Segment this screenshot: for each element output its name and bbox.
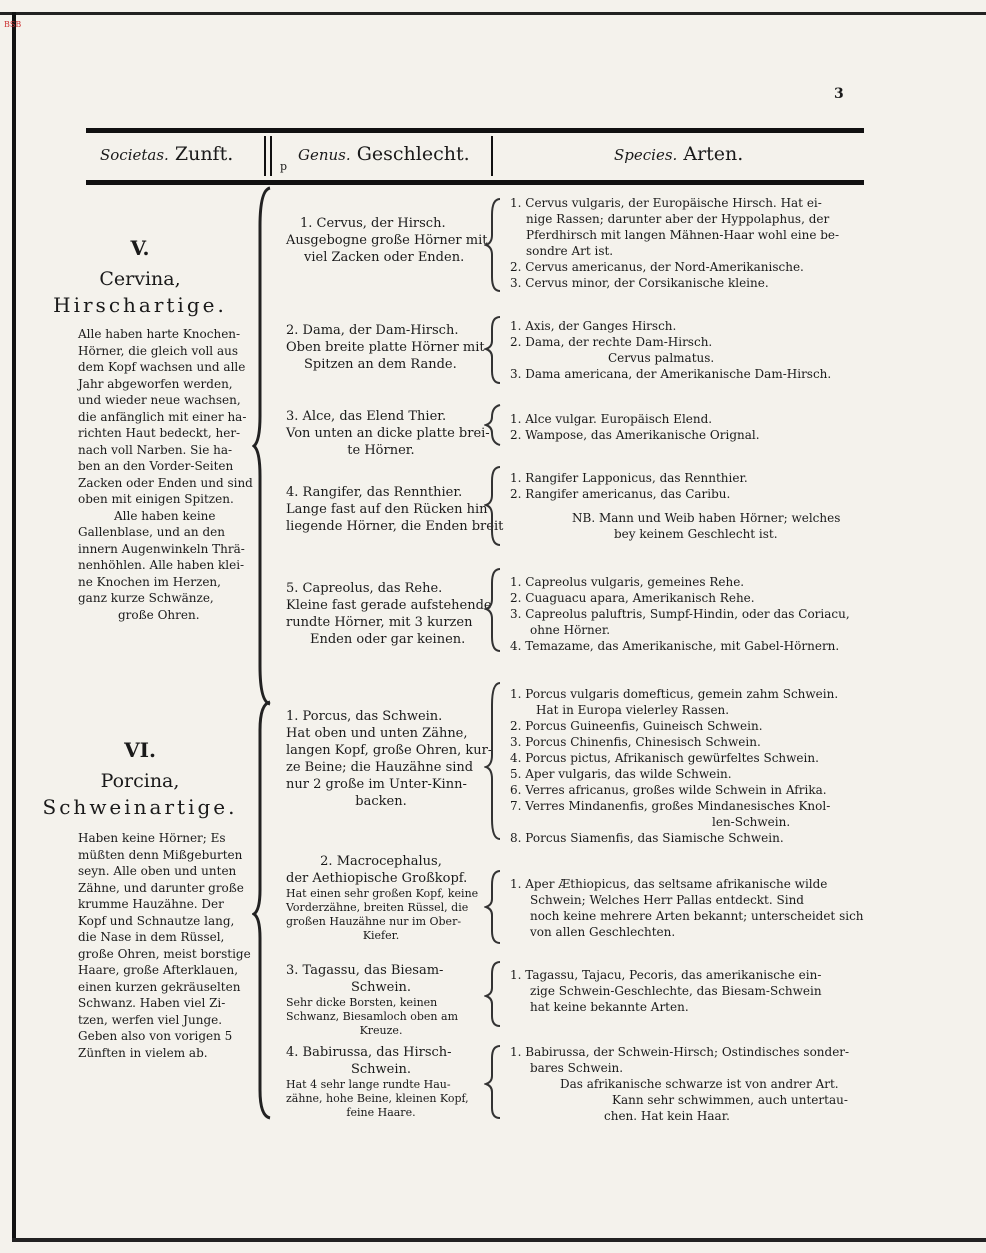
header-separator-2 (491, 136, 493, 176)
genus-line: Lange fast auf den Rücken hin (286, 502, 488, 517)
species-line: 1. Rangifer Lapponicus, das Rennthier. (510, 471, 748, 485)
desc-line: dem Kopf wachsen und alle (78, 360, 246, 374)
species-line: len-Schwein. (712, 815, 791, 829)
header-mark: p (280, 160, 288, 173)
genus-line: Schwanz, Biesamloch oben am (286, 1010, 458, 1023)
species-cervus (510, 195, 839, 291)
species-line: 1. Tagassu, Tajacu, Pecoris, das amerikanische ein- (510, 968, 822, 982)
species-line: Schwein; Welches Herr Pallas entdeckt. Sind (530, 893, 804, 907)
genus-line: rundte Hörner, mit 3 kurzen (286, 615, 473, 630)
desc-line: müßten denn Mißgeburten (78, 847, 243, 862)
section5-description (78, 326, 253, 623)
genus-title: Schwein. (350, 1062, 412, 1077)
genus-alce (286, 408, 490, 459)
species-line: 1. Porcus vulgaris domefticus, gemein zahm Schwein. (510, 687, 839, 701)
species-alce (510, 411, 760, 443)
species-line: 6. Verres africanus, großes wilde Schwein in Afrika. (510, 783, 827, 797)
desc-line: Hörner, die gleich voll aus (78, 343, 238, 358)
species-aper (510, 876, 864, 940)
genus-line: viel Zacken oder Enden. (304, 250, 465, 265)
desc-line: die anfänglich mit einer ha- (78, 409, 247, 424)
species-line: 7. Verres Mindanenfis, großes Mindanesisches Knol- (510, 799, 831, 813)
section6-number: VI. (124, 738, 156, 762)
species-line: Pferdhirsch mit langen Mähnen-Haar wohl eine be- (526, 228, 840, 242)
desc-line: Geben also von vorigen 5 (78, 1029, 233, 1043)
desc-line: Haben keine Hörner; Es (78, 831, 226, 845)
section6-description (78, 830, 251, 1061)
genus-title: 5. Capreolus, das Rehe. (286, 581, 443, 596)
genus-line: langen Kopf, große Ohren, kur- (286, 743, 493, 758)
species-line: 1. Aper Æthiopicus, das seltsame afrikanische wilde (510, 877, 828, 891)
species-line: bares Schwein. (530, 1061, 624, 1075)
genus-line: Hat oben und unten Zähne, (286, 726, 468, 741)
section6-brace (252, 700, 276, 1120)
header-separator-1b (270, 136, 272, 176)
genus-line: backen. (355, 794, 407, 809)
genus-dama (286, 322, 485, 373)
genus-title: 3. Alce, das Elend Thier. (286, 409, 447, 424)
species-line: 1. Axis, der Ganges Hirsch. (510, 319, 677, 333)
header-societas: Societas. Zunft. (100, 143, 234, 165)
desc-line: Haare, große Afterklauen, (78, 963, 239, 977)
desc-line: ben an den Vorder-Seiten (78, 459, 234, 473)
desc-line: tzen, werfen viel Junge. (78, 1012, 223, 1027)
page-border-bottom (12, 1238, 986, 1242)
desc-line: Jahr abgeworfen werden, (78, 376, 233, 391)
genus-title: 4. Babirussa, das Hirsch- (286, 1045, 452, 1060)
desc-line: und wieder neue wachsen, (78, 393, 241, 407)
genus-title: 4. Rangifer, das Rennthier. (286, 485, 463, 500)
desc-line: Schwanz. Haben viel Zi- (78, 996, 226, 1010)
genus-title: 1. Cervus, der Hirsch. (300, 216, 446, 231)
desc-line: krumme Hauzähne. Der (78, 897, 224, 911)
genus-line: feine Haare. (346, 1106, 416, 1119)
species-line: 1. Babirussa, der Schwein-Hirsch; Ostindisches sonder- (510, 1045, 850, 1059)
section5-number: V. (130, 236, 150, 260)
species-line: 3. Cervus minor, der Corsikanische kleine. (510, 276, 769, 290)
genus-line: großen Hauzähne nur im Ober- (286, 915, 462, 928)
species-line: 2. Cuaguacu apara, Amerikanisch Rehe. (510, 591, 755, 605)
species-line: 1. Cervus vulgaris, der Europäische Hirsch. Hat ei- (510, 196, 822, 210)
header-rule-bottom (86, 180, 864, 185)
desc-line: einen kurzen gekräuselten (78, 979, 241, 994)
section5-german-name: Hirschartige. (53, 293, 227, 317)
genus-title: Schwein. (350, 980, 412, 995)
genus-line: zähne, hohe Beine, kleinen Kopf, (286, 1092, 469, 1105)
desc-line: große Ohren. (118, 607, 200, 622)
genus-line: te Hörner. (347, 443, 415, 458)
header-genus: Genus. Geschlecht. (298, 143, 470, 165)
desc-line: große Ohren, meist borstige (78, 946, 251, 961)
desc-line: ne Knochen im Herzen, (78, 574, 221, 589)
species-line: 3. Porcus Chinenfis, Chinesisch Schwein. (510, 735, 761, 749)
desc-line: seyn. Alle oben und unten (78, 864, 237, 878)
desc-line: richten Haut bedeckt, her- (78, 426, 241, 440)
desc-line: Zähne, und darunter große (78, 880, 244, 895)
genus-title: der Aethiopische Großkopf. (286, 871, 468, 886)
species-line: 3. Dama americana, der Amerikanische Dam-Hirsch. (510, 367, 832, 381)
desc-line: oben mit einigen Spitzen. (78, 492, 234, 506)
desc-line: Alle haben keine (114, 508, 216, 523)
species-line: Hat in Europa vielerley Rassen. (536, 703, 730, 717)
desc-line: Alle haben harte Knochen- (78, 327, 241, 341)
species-line: 3. Capreolus paluftris, Sumpf-Hindin, oder das Coriacu, (510, 607, 850, 621)
species-babirussa (510, 1044, 849, 1124)
species-line: ohne Hörner. (530, 623, 611, 637)
species-line: 2. Cervus americanus, der Nord-Amerikanische. (510, 260, 804, 274)
species-rangifer (510, 470, 840, 542)
genus-line: Kiefer. (362, 929, 400, 942)
page-number: 3 (834, 86, 844, 102)
species-line: bey keinem Geschlecht ist. (614, 527, 778, 541)
species-line: nige Rassen; darunter aber der Hyppolaphus, der (526, 212, 830, 226)
genus-rangifer (286, 484, 503, 535)
genus-line: Oben breite platte Hörner mit (286, 340, 485, 355)
genus-title: 2. Dama, der Dam-Hirsch. (286, 323, 459, 338)
genus-line: Hat 4 sehr lange rundte Hau- (286, 1078, 451, 1091)
species-line: 5. Aper vulgaris, das wilde Schwein. (510, 767, 732, 781)
page-border-left (12, 12, 16, 1242)
species-line: hat keine bekannte Arten. (530, 1000, 689, 1014)
section5-latin-name: Cervina, (99, 268, 181, 290)
genus-line: Von unten an dicke platte brei- (286, 426, 490, 441)
species-line: Kann sehr schwimmen, auch untertau- (612, 1093, 848, 1107)
species-braces-lower (484, 958, 504, 1128)
genus-line: Sehr dicke Borsten, keinen (286, 996, 438, 1009)
genus-line: Enden oder gar keinen. (310, 632, 466, 647)
species-line: 4. Temazame, das Amerikanische, mit Gabel-Hörnern. (510, 639, 840, 653)
species-line: sondre Art ist. (526, 244, 614, 258)
page-border-top (0, 12, 986, 15)
genus-cervus (286, 215, 488, 266)
species-line: 1. Capreolus vulgaris, gemeines Rehe. (510, 575, 745, 589)
genus-title: 1. Porcus, das Schwein. (286, 709, 443, 724)
desc-line: nenhöhlen. Alle haben klei- (78, 558, 245, 572)
section5-brace (252, 186, 276, 706)
genus-line: Kreuze. (359, 1024, 403, 1037)
library-mark: BSB (4, 20, 22, 29)
species-line: 2. Dama, der rechte Dam-Hirsch. (510, 335, 713, 349)
desc-line: ganz kurze Schwänze, (78, 591, 214, 605)
genus-line: Kleine fast gerade aufstehende (286, 598, 492, 613)
species-line: 2. Wampose, das Amerikanische Orignal. (510, 428, 760, 442)
species-porcus (510, 686, 838, 846)
species-line: noch keine mehrere Arten bekannt; unterscheidet sich (530, 909, 864, 923)
species-braces (484, 195, 504, 995)
genus-tagassu (286, 962, 476, 1038)
species-line: 1. Alce vulgar. Europäisch Elend. (510, 412, 713, 426)
species-line: NB. Mann und Weib haben Hörner; welches (572, 511, 841, 525)
species-line: von allen Geschlechten. (530, 925, 676, 939)
genus-macrocephalus (286, 853, 478, 943)
species-line: chen. Hat kein Haar. (604, 1109, 730, 1123)
species-line: 4. Porcus pictus, Afrikanisch gewürfeltes Schwein. (510, 751, 819, 765)
species-dama (510, 318, 831, 382)
species-capreolus (510, 574, 850, 654)
header-species: Species. Arten. (614, 143, 744, 165)
genus-title: 3. Tagassu, das Biesam- (286, 963, 444, 978)
header-rule-top (86, 128, 864, 133)
desc-line: Zacken oder Enden und sind (78, 475, 253, 490)
genus-line: ze Beine; die Hauzähne sind (286, 760, 474, 775)
species-line: 2. Rangifer americanus, das Caribu. (510, 487, 731, 501)
header-separator-1a (264, 136, 266, 176)
genus-line: Spitzen an dem Rande. (304, 357, 457, 372)
species-tagassu (510, 967, 822, 1015)
desc-line: die Nase in dem Rüssel, (78, 930, 225, 944)
genus-title: 2. Macrocephalus, (320, 854, 442, 869)
genus-line: Hat einen sehr großen Kopf, keine (286, 887, 479, 900)
genus-capreolus (286, 580, 492, 648)
species-line: 8. Porcus Siamenfis, das Siamische Schwein. (510, 831, 784, 845)
genus-line: liegende Hörner, die Enden breit (286, 519, 504, 534)
section6-latin-name: Porcina, (100, 770, 180, 792)
genus-line: Vorderzähne, breiten Rüssel, die (286, 901, 469, 914)
species-line: Das afrikanische schwarze ist von andrer Art. (560, 1077, 839, 1091)
desc-line: Gallenblase, und an den (78, 525, 225, 539)
genus-babirussa (286, 1044, 476, 1120)
desc-line: nach voll Narben. Sie ha- (78, 442, 233, 457)
species-line: 2. Porcus Guineenfis, Guineisch Schwein. (510, 719, 763, 733)
species-line: zige Schwein-Geschlechte, das Biesam-Schwein (530, 984, 822, 998)
species-line: Cervus palmatus. (608, 351, 715, 365)
section6-german-name: Schweinartige. (42, 795, 238, 819)
desc-line: innern Augenwinkeln Thrä- (78, 541, 245, 556)
genus-porcus (286, 708, 492, 810)
genus-line: Ausgebogne große Hörner mit (286, 233, 488, 248)
desc-line: Zünften in vielem ab. (78, 1045, 208, 1060)
desc-line: Kopf und Schnautze lang, (78, 913, 235, 928)
genus-line: nur 2 große im Unter-Kinn- (286, 777, 467, 792)
